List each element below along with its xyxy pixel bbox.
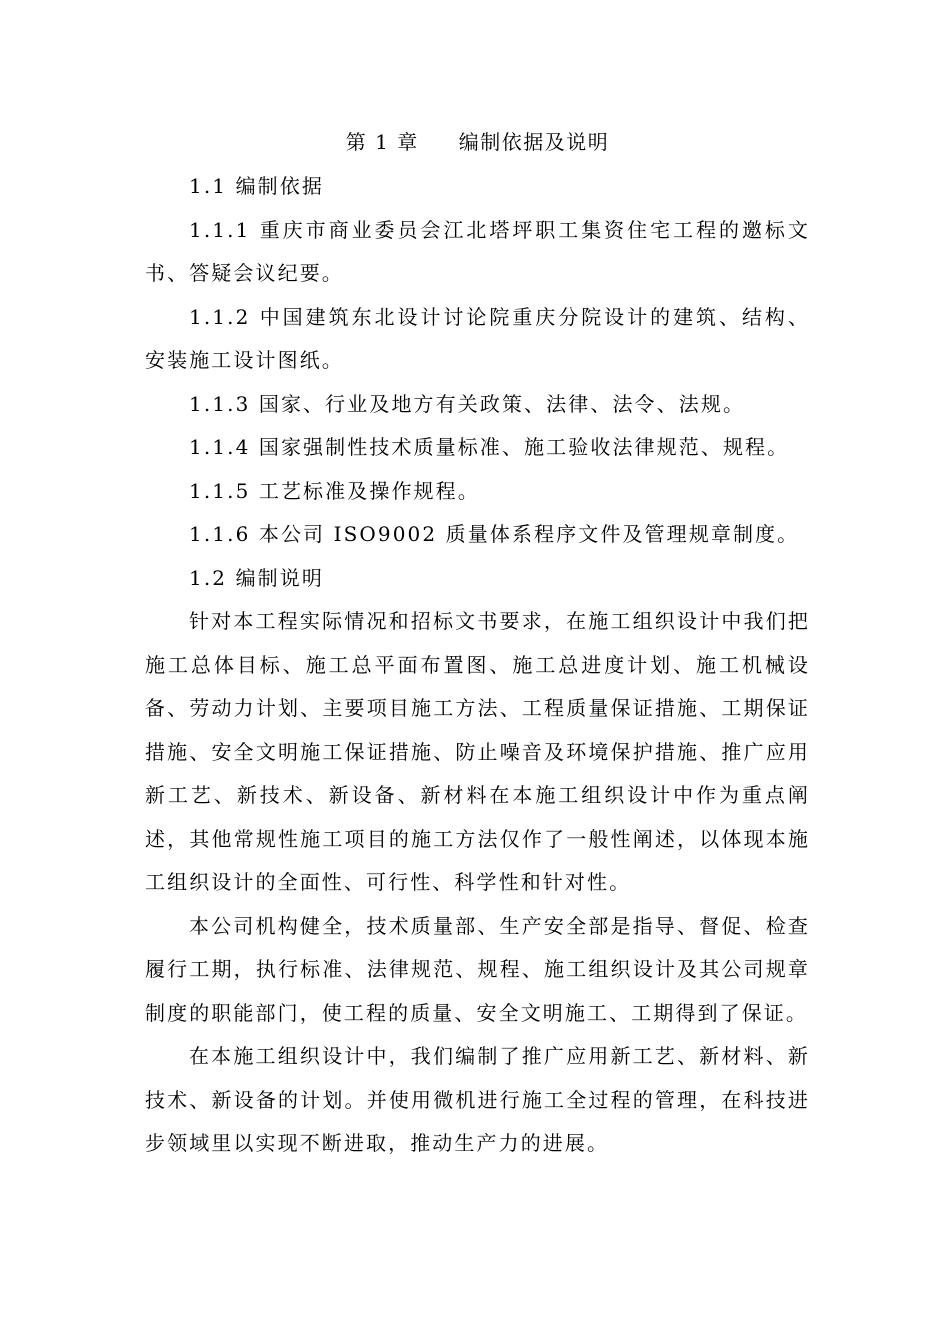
document-body [145,124,810,1166]
body-paragraph: 在本施工组织设计中，我们编制了推广应用新工艺、新材料、新技术、新设备的计划。并使用微机进行施工全过程的管理，在科技进步领域里以实现不断进取，推动生产力的进展。 [145,1044,810,1155]
body-paragraph: 本公司机构健全，技术质量部、生产安全部是指导、督促、检查履行工期，执行标准、法律规范、规程、施工组织设计及其公司规章制度的职能部门，使工程的质量、安全文明施工、工期得到了保证。 [145,913,810,1025]
basis-item-4: 1.1.4 国家强制性技术质量标准、施工验收法律规范、规程。 [189,435,790,459]
chapter-number: 第 1 章 [345,130,419,154]
basis-item-6: 1.1.6 本公司 ISO9002 质量体系程序文件及管理规章制度。 [189,522,800,546]
section-heading-1-1: 1.1 编制依据 [189,174,324,198]
chapter-heading [145,124,810,160]
basis-item-2: 1.1.2 中国建筑东北设计讨论院重庆分院设计的建筑、结构、安装施工设计图纸。 [145,304,810,372]
chapter-title: 编制依据及说明 [458,130,610,154]
body-paragraph: 针对本工程实际情况和招标文书要求，在施工组织设计中我们把施工总体目标、施工总平面布置图、施工总进度计划、施工机械设备、劳动力计划、主要项目施工方法、工程质量保证措施、工期保证措施、安全文明施工保证措施、防止噪音及环境保护措施、推广应用新工艺、新技术、新设备、新材料在本施工组织设计中作为重点阐述，其他常规性施工项目的施工方法仅作了一般性阐述，以体现本施工组织设计的全面性、可行性、科学性和针对性。 [145,609,810,894]
basis-item-5: 1.1.5 工艺标准及操作规程。 [189,478,480,503]
basis-item-1: 1.1.1 重庆市商业委员会江北塔坪职工集资住宅工程的邀标文书、答疑会议纪要。 [145,217,810,285]
section-heading-1-2: 1.2 编制说明 [189,565,324,590]
basis-item-3: 1.1.3 国家、行业及地方有关政策、法律、法令、法规。 [189,391,746,416]
